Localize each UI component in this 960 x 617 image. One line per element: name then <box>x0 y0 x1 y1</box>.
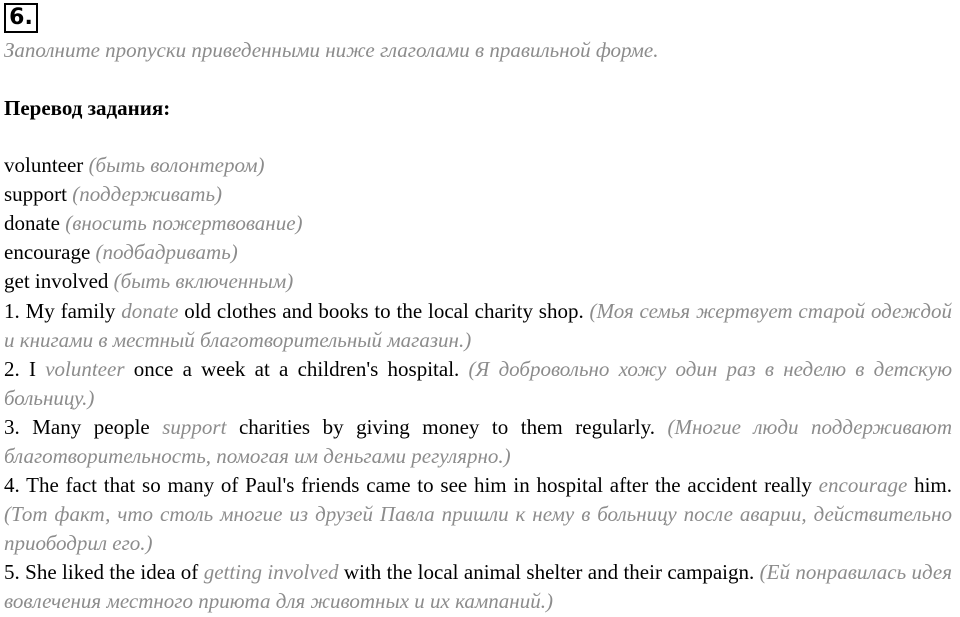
vocabulary-word: volunteer <box>4 153 84 177</box>
vocabulary-item <box>4 180 303 209</box>
vocabulary-item <box>4 151 303 180</box>
answer-text-after: with the local animal shelter and their campaign. <box>338 560 755 584</box>
answer-translation: (Тот факт, что столь многие из друзей Павла пришли к нему в больницу после аварии, действительно приободрил его.) <box>4 502 952 555</box>
vocabulary-word: support <box>4 182 67 206</box>
answer-translation: (Ей понравилась идея вовлечения местного приюта для животных и их кампаний.) <box>4 560 953 613</box>
answer-item <box>4 471 952 558</box>
answer-text-after: once a week at a children's hospital. <box>124 357 460 381</box>
answer-text-after: old clothes and books to the local charity shop. <box>178 299 584 323</box>
vocabulary-gloss: (вносить пожертвование) <box>65 211 303 235</box>
answer-text-after: charities by giving money to them regularly. <box>226 415 655 439</box>
vocabulary-item <box>4 267 303 296</box>
answer-filled-word: support <box>162 415 227 439</box>
translation-heading: Перевод задания: <box>4 96 171 120</box>
vocabulary-list <box>4 151 303 296</box>
task-instruction: Заполните пропуски приведенными ниже глаголами в правильной форме. <box>4 38 659 62</box>
answer-translation: (Моя семья жертвует старой одеждой и книгами в местный благотворительный магазин.) <box>4 299 953 352</box>
answer-item <box>4 558 952 616</box>
answer-text-before: 4. The fact that so many of Paul's friends came to see him in hospital after the accident really <box>4 473 819 497</box>
vocabulary-gloss: (подбадривать) <box>95 240 238 264</box>
task-number-box: 6. <box>4 3 38 33</box>
vocabulary-gloss: (быть волонтером) <box>88 153 265 177</box>
answer-item <box>4 297 952 355</box>
answer-list <box>4 297 952 616</box>
vocabulary-word: encourage <box>4 240 91 264</box>
vocabulary-item <box>4 209 303 238</box>
answer-text-before: 3. Many people <box>4 415 163 439</box>
answer-filled-word: encourage <box>818 473 908 497</box>
answer-translation: (Многие люди поддерживают благотворительность, помогая им деньгами регулярно.) <box>4 415 952 468</box>
vocabulary-item <box>4 238 303 267</box>
answer-item <box>4 355 952 413</box>
answer-item <box>4 413 952 471</box>
vocabulary-gloss: (быть включенным) <box>113 269 294 293</box>
answer-text-after: him. <box>907 473 952 497</box>
answer-translation: (Я добровольно хожу один раз в неделю в детскую больницу.) <box>4 357 953 410</box>
answer-text-before: 5. She liked the idea of <box>4 560 204 584</box>
vocabulary-word: donate <box>4 211 60 235</box>
answer-filled-word: getting involved <box>203 560 339 584</box>
vocabulary-gloss: (поддерживать) <box>72 182 222 206</box>
answer-filled-word: volunteer <box>45 357 125 381</box>
answer-text-before: 2. I <box>4 357 46 381</box>
vocabulary-word: get involved <box>4 269 109 293</box>
answer-filled-word: donate <box>121 299 179 323</box>
answer-text-before: 1. My family <box>4 299 122 323</box>
